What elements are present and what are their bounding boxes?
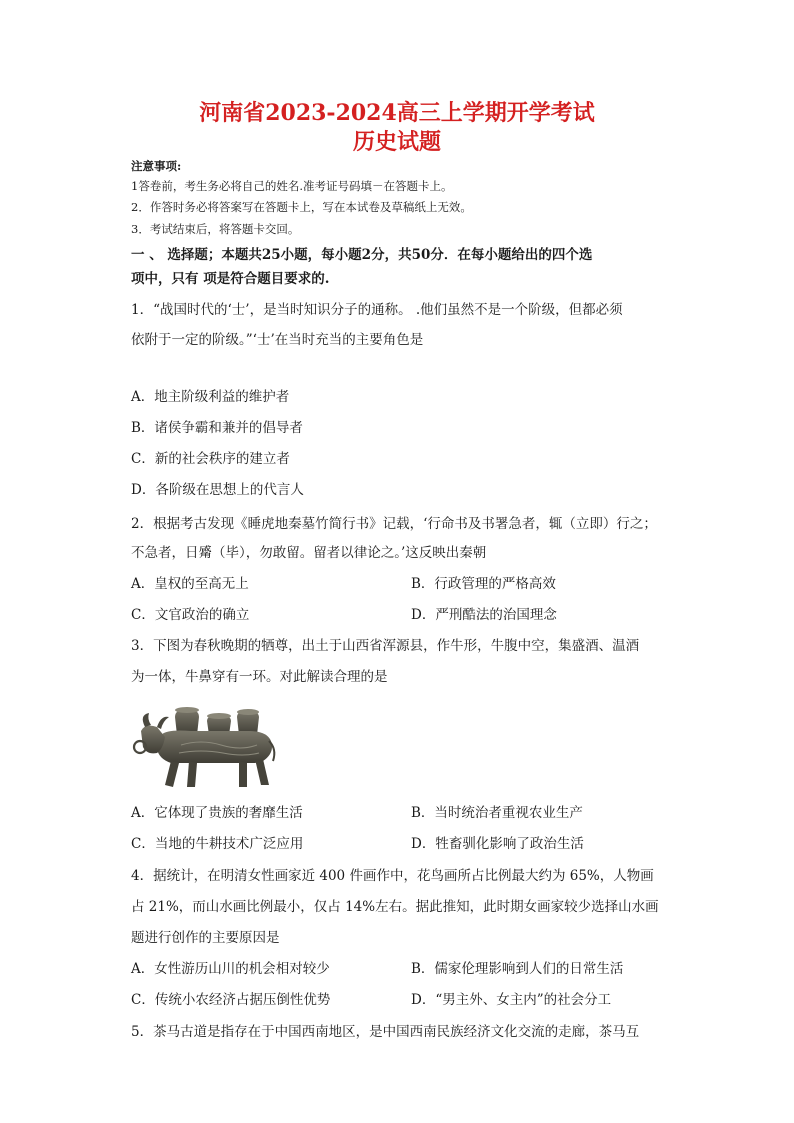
- question-5-stem: 5．茶马古道是指存在于中国西南地区，是中国西南民族经济文化交流的走廊，茶马互: [131, 1024, 640, 1040]
- notice-item: 1答卷前，考生务必将自己的姓名.准考证号码填－在答题卡上。: [131, 179, 453, 193]
- question-2-option-b: B．行政管理的严格高效: [411, 576, 556, 592]
- exam-title: 河南省2023-2024高三上学期开学考试: [199, 100, 595, 126]
- question-4-stem: 占 21%，而山水画比例最小，仅占 14%左右。据此推知，此时期女画家较少选择山水画: [131, 899, 659, 915]
- question-4-stem: 4．据统计，在明清女性画家近 400 件画作中，花鸟画所占比例最大约为 65%，人物画: [131, 868, 654, 884]
- question-2-stem: 2．根据考古发现《睡虎地秦墓竹简行书》记载，‘行命书及书署急者，辄（立即）行之；: [131, 516, 657, 532]
- bronze-ox-vessel-image: [131, 701, 281, 793]
- question-4-option-b: B．儒家伦理影响到人们的日常生活: [411, 961, 624, 977]
- question-1-option-c: C．新的社会秩序的建立者: [131, 451, 290, 467]
- section-instruction-line2: 项中，只有 项是符合题目要求的.: [131, 271, 330, 287]
- question-2-stem: 不急者，日觱（毕），勿敢留。留者以律论之。’这反映出秦朝: [131, 545, 487, 561]
- question-4-option-a: A．女性游历山川的机会相对较少: [131, 961, 330, 977]
- question-2-option-a: A．皇权的至高无上: [131, 576, 249, 592]
- question-1-stem: 1．“战国时代的‘士’，是当时知识分子的通称。 .他们虽然不是一个阶级，但都必须: [131, 302, 623, 318]
- question-2-option-c: C．文官政治的确立: [131, 607, 250, 623]
- section-instruction-line1: 一 、 选择题；本题共25小题，每小题2分，共50分．在每小题给出的四个选: [131, 247, 593, 263]
- question-1-option-d: D．各阶级在思想上的代言人: [131, 482, 304, 498]
- question-4-option-d: D．“男主外、女主内”的社会分工: [411, 992, 612, 1008]
- question-4-option-c: C．传统小农经济占据压倒性优势: [131, 992, 331, 1008]
- question-1-option-a: A．地主阶级利益的维护者: [131, 389, 290, 405]
- question-3-option-d: D．牲畜驯化影响了政治生活: [411, 836, 584, 852]
- notice-item: 2．作答时务必将答案写在答题卡上，写在本试卷及草稿纸上无效。: [131, 200, 472, 214]
- question-2-option-d: D．严刑酷法的治国理念: [411, 607, 557, 623]
- question-3-option-a: A．它体现了贵族的奢靡生活: [131, 805, 303, 821]
- exam-subject-title: 历史试题: [352, 129, 441, 155]
- question-3-stem: 为一体，牛鼻穿有一环。对此解读合理的是: [131, 669, 388, 685]
- notice-heading: 注意事项:: [131, 159, 182, 173]
- question-3-stem: 3．下图为春秋晚期的牺尊，出土于山西省浑源县，作牛形，牛腹中空，集盛酒、温酒: [131, 638, 640, 654]
- question-1-option-b: B．诸侯争霸和兼并的倡导者: [131, 420, 303, 436]
- notice-item: 3．考试结束后，将答题卡交回。: [131, 222, 300, 236]
- question-4-stem: 题进行创作的主要原因是: [131, 930, 280, 946]
- question-3-option-c: C．当地的牛耕技术广泛应用: [131, 836, 304, 852]
- question-3-option-b: B．当时统治者重视农业生产: [411, 805, 583, 821]
- question-1-stem: 依附于一定的阶级。”‘士’在当时充当的主要角色是: [131, 332, 424, 348]
